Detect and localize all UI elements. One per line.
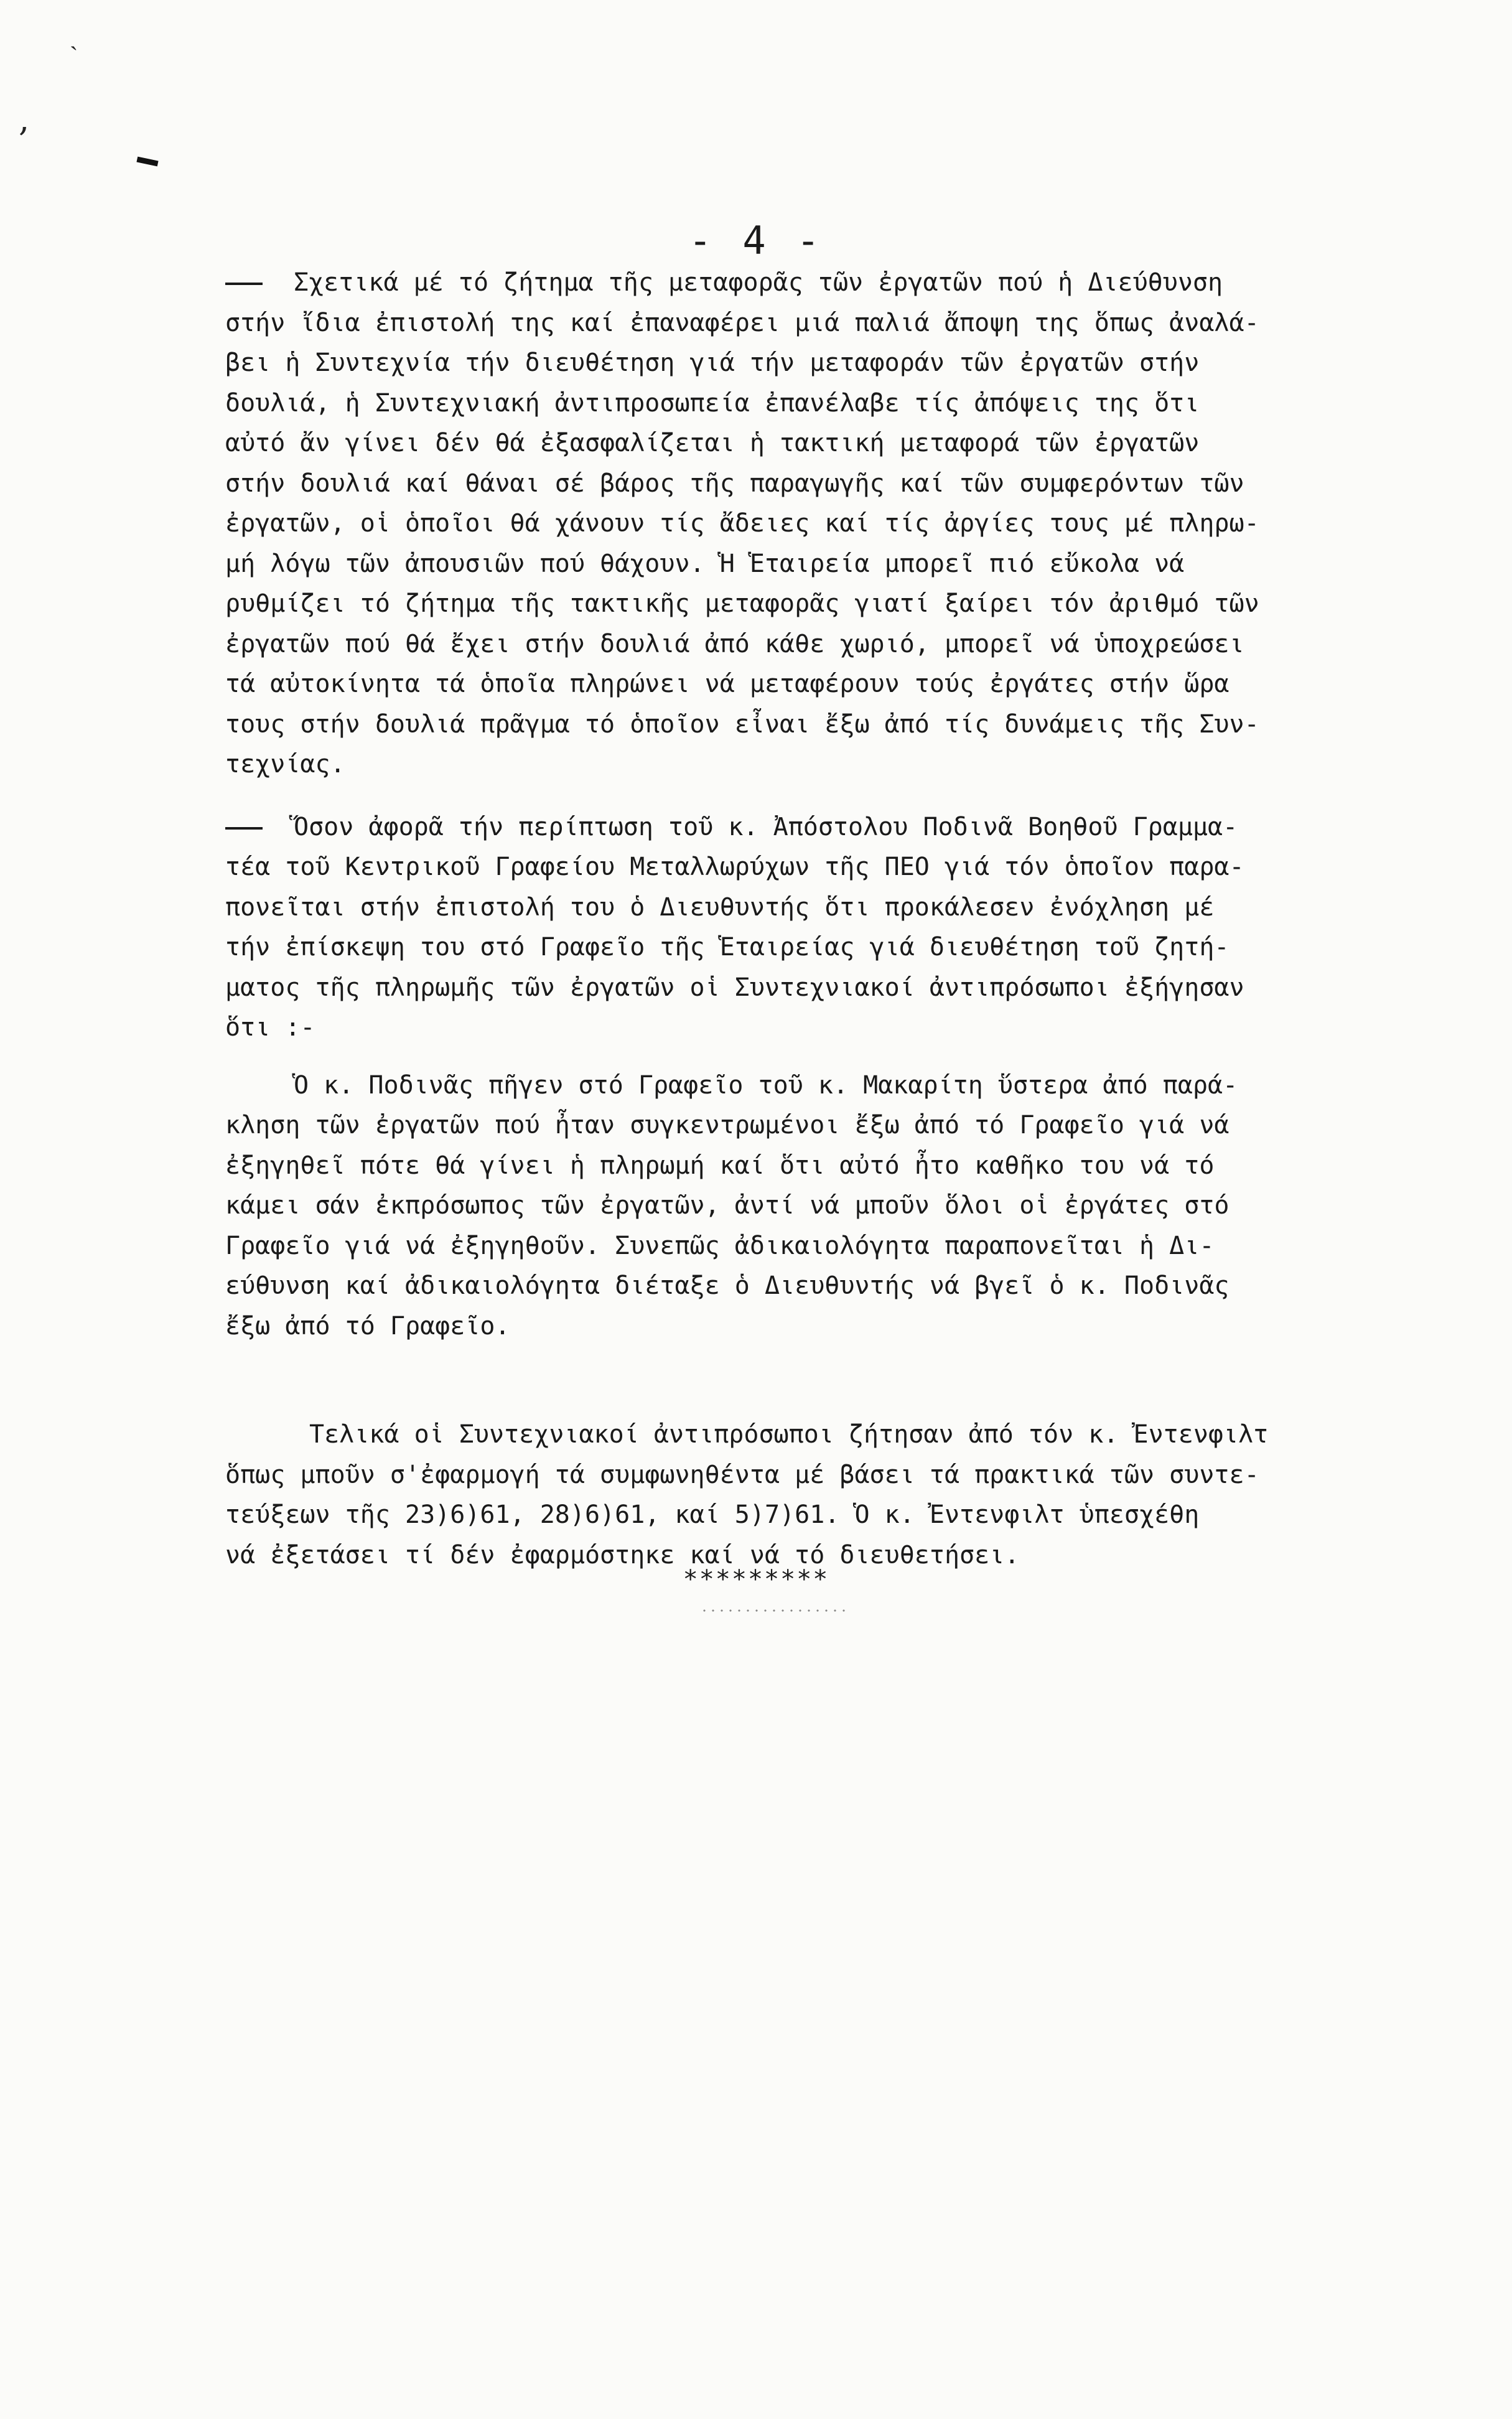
text-line: τεχνίας.: [225, 750, 345, 779]
paragraph-conclusion-cont: [225, 1455, 1383, 1576]
text-line: Γραφεῖο γιά νά ἐξηγηθοῦν. Συνεπῶς ἀδικαιολόγητα παραπονεῖται ἡ Δι-: [225, 1231, 1215, 1260]
page-number: - 4 -: [688, 218, 824, 263]
text-line: τέα τοῦ Κεντρικοῦ Γραφείου Μεταλλωρύχων τῆς ΠΕΟ γιά τόν ὁποῖον παρα-: [225, 853, 1244, 881]
text-line: νά ἐξετάσει τί δέν ἐφαρμόστηκε καί νά τό διευθετήσει.: [225, 1540, 1020, 1570]
text-line: τήν ἐπίσκεψη του στό Γραφεῖο τῆς Ἑταιρείας γιά διευθέτηση τοῦ ζητή-: [225, 933, 1230, 962]
stray-comma-mark: ,: [19, 100, 30, 139]
text-line: εύθυνση καί ἀδικαιολόγητα διέταξε ὁ Διευθυντής νά βγεῖ ὁ κ. Ποδινᾶς: [225, 1271, 1230, 1300]
text-line: ἔξω ἀπό τό Γραφεῖο.: [225, 1311, 510, 1341]
text-line: ὅπως μποῦν σ'ἐφαρμογή τά συμφωνηθέντα μέ βάσει τά πρακτικά τῶν συντε-: [225, 1460, 1259, 1489]
paragraph-conclusion: [225, 1415, 1383, 1455]
text-line: Σχετικά μέ τό ζήτημα τῆς μεταφορᾶς τῶν ἐργατῶν πού ἡ Διεύθυνση: [294, 268, 1223, 297]
stray-ink-mark: [136, 157, 158, 167]
text-line: ρυθμίζει τό ζήτημα τῆς τακτικῆς μεταφορᾶς γιατί ξαίρει τόν ἀριθμό τῶν: [225, 589, 1259, 618]
paragraph-podinas-case: [225, 807, 1383, 1048]
text-line: κάμει σάν ἐκπρόσωπος τῶν ἐργατῶν, ἀντί νά μποῦν ὅλοι οἱ ἐργάτες στό: [225, 1191, 1230, 1220]
text-line: ὅτι :-: [225, 1013, 315, 1042]
text-line: τεύξεων τῆς 23)6)61, 28)6)61, καί 5)7)61. Ὁ κ. Ἐντενφιλτ ὑπεσχέθη: [225, 1500, 1200, 1529]
section-separator: *********: [683, 1565, 829, 1594]
text-line: τους στήν δουλιά πρᾶγμα τό ὁποῖον εἶναι ἔξω ἀπό τίς δυνάμεις τῆς Συν-: [225, 709, 1259, 739]
separator-underline: [700, 1609, 849, 1612]
text-line: δουλιά, ἡ Συντεχνιακή ἀντιπροσωπεία ἐπανέλαβε τίς ἀπόψεις της ὅτι: [225, 388, 1200, 418]
text-line: μή λόγω τῶν ἀπουσιῶν πού θάχουν. Ἡ Ἑταιρεία μπορεῖ πιό εὔκολα νά: [225, 549, 1185, 578]
document-body: [225, 263, 1383, 1575]
text-line: Ὅσον ἀφορᾶ τήν περίπτωση τοῦ κ. Ἀπόστολου Ποδινᾶ Βοηθοῦ Γραμμα-: [294, 812, 1238, 841]
text-line: στήν δουλιά καί θάναι σέ βάρος τῆς παραγωγῆς καί τῶν συμφερόντων τῶν: [225, 469, 1244, 498]
text-line: Ὁ κ. Ποδινᾶς πῆγεν στό Γραφεῖο τοῦ κ. Μακαρίτη ὕστερα ἀπό παρά-: [294, 1070, 1238, 1100]
text-line: στήν ἴδια ἐπιστολή της καί ἐπαναφέρει μιά παλιά ἄποψη της ὅπως ἀναλά-: [225, 308, 1259, 337]
stray-tick-mark: ˎ: [70, 22, 78, 51]
paragraph-transport: [225, 263, 1383, 785]
em-dash-marker: [225, 283, 263, 285]
text-line: κληση τῶν ἐργατῶν πού ἦταν συγκεντρωμένοι ἔξω ἀπό τό Γραφεῖο γιά νά: [225, 1111, 1230, 1139]
text-line: ἐργατῶν πού θά ἔχει στήν δουλιά ἀπό κάθε χωριό, μπορεῖ νά ὑποχρεώσει: [225, 629, 1244, 658]
text-line: Τελικά οἱ Συντεχνιακοί ἀντιπρόσωποι ζήτησαν ἀπό τόν κ. Ἐντενφιλτ: [309, 1420, 1269, 1449]
paragraph-explanation-cont: [225, 1105, 1383, 1346]
text-line: ἐργατῶν, οἱ ὁποῖοι θά χάνουν τίς ἄδειες καί τίς ἀργίες τους μέ πληρω-: [225, 509, 1259, 538]
text-line: τά αὐτοκίνητα τά ὁποῖα πληρώνει νά μεταφέρουν τούς ἐργάτες στήν ὥρα: [225, 670, 1230, 698]
text-line: βει ἡ Συντεχνία τήν διευθέτηση γιά τήν μεταφοράν τῶν ἐργατῶν στήν: [225, 349, 1200, 377]
text-line: ἐξηγηθεῖ πότε θά γίνει ἡ πληρωμή καί ὅτι αὐτό ἦτο καθῆκο του νά τό: [225, 1151, 1215, 1180]
text-line: ματος τῆς πληρωμῆς τῶν ἐργατῶν οἱ Συντεχνιακοί ἀντιπρόσωποι ἐξήγησαν: [225, 973, 1244, 1002]
text-line: αὐτό ἄν γίνει δέν θά ἐξασφαλίζεται ἡ τακτική μεταφορά τῶν ἐργατῶν: [225, 429, 1200, 457]
em-dash-marker: [225, 827, 263, 830]
paragraph-explanation: [225, 1065, 1383, 1106]
text-line: πονεῖται στήν ἐπιστολή του ὁ Διευθυντής ὅτι προκάλεσεν ἐνόχληση μέ: [225, 892, 1215, 922]
